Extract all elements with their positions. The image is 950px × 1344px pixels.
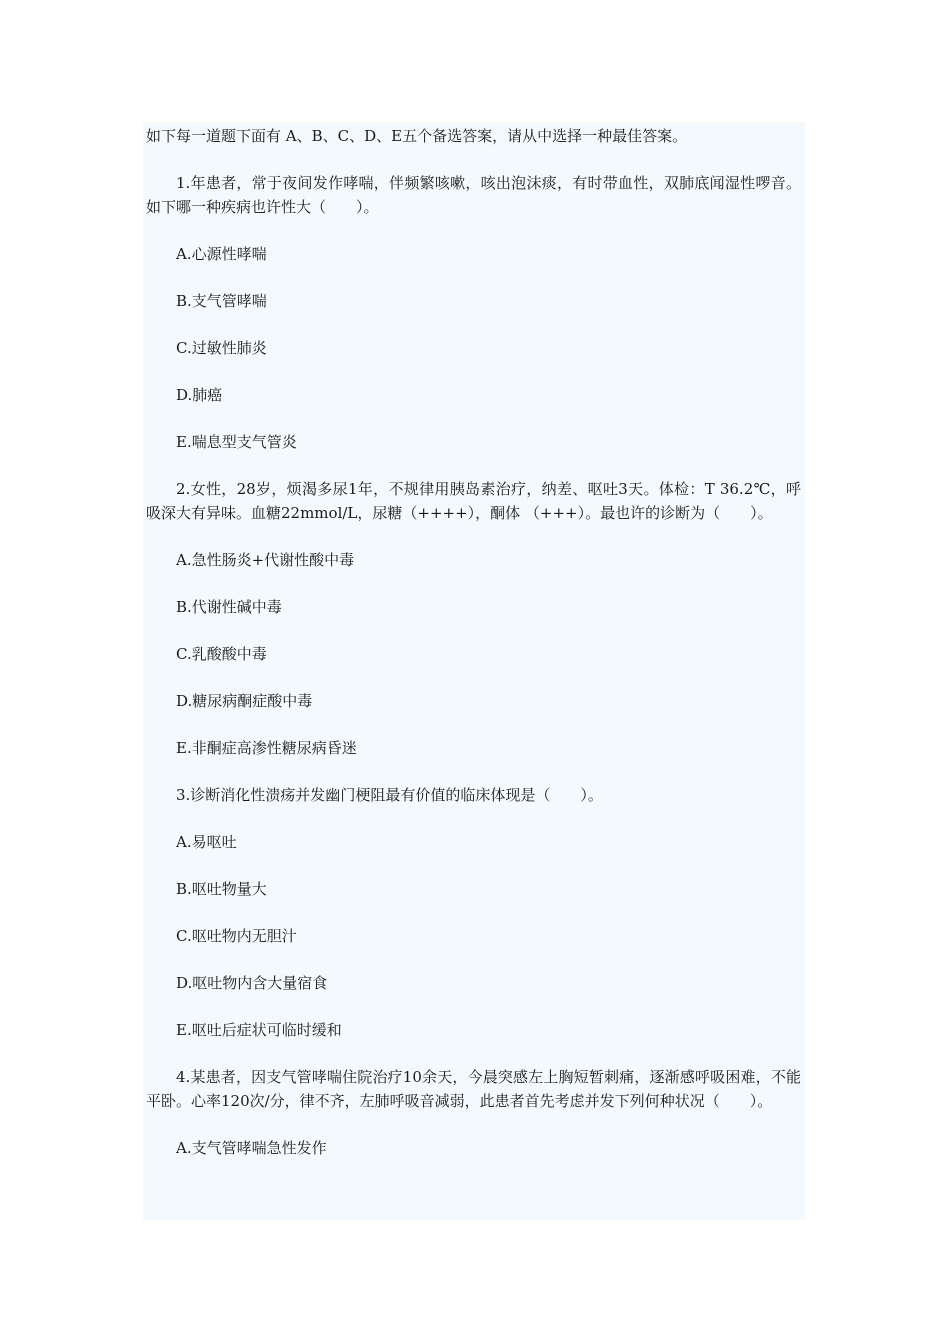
option-a: A.心源性哮喘 <box>176 245 267 263</box>
question-2 <box>146 477 801 760</box>
option-d: D.呕吐物内含大量宿食 <box>176 974 328 992</box>
question-3 <box>146 783 801 1042</box>
question-stem: 3.诊断消化性溃疡并发幽门梗阻最有价值的临床体现是（ ）。 <box>176 786 603 804</box>
option-a: A.支气管哮喘急性发作 <box>176 1139 327 1157</box>
question-stem: 1.年患者，常于夜间发作哮喘，伴频繁咳嗽，咳出泡沫痰，有时带血性，双肺底闻湿性啰音。如下哪一种疾病也许性大（ ）。 <box>146 174 801 216</box>
option-c: C.过敏性肺炎 <box>176 339 267 357</box>
option-e: E.喘息型支气管炎 <box>176 433 297 451</box>
option-a: A.急性肠炎+代谢性酸中毒 <box>176 551 355 569</box>
option-d: D.肺癌 <box>176 386 223 404</box>
option-e: E.非酮症高渗性糖尿病昏迷 <box>176 739 357 757</box>
question-stem: 4.某患者，因支气管哮喘住院治疗10余天，今晨突感左上胸短暂刺痛，逐渐感呼吸困难，不能平卧。心率120次/分，律不齐，左肺呼吸音减弱，此患者首先考虑并发下列何种状况（ ）。 <box>146 1068 801 1110</box>
option-b: B.代谢性碱中毒 <box>176 598 282 616</box>
option-d: D.糖尿病酮症酸中毒 <box>176 692 313 710</box>
question-stem: 2.女性，28岁，烦渴多尿1年，不规律用胰岛素治疗，纳差、呕吐3天。体检：T 36.2℃，呼吸深大有异味。血糖22mmol/L，尿糖（++++），酮体 （+++）。最也许的诊断为（ ）。 <box>146 480 801 522</box>
question-1 <box>146 171 801 454</box>
question-4 <box>146 1065 801 1160</box>
option-e: E.呕吐后症状可临时缓和 <box>176 1021 342 1039</box>
option-b: B.呕吐物量大 <box>176 880 267 898</box>
option-c: C.呕吐物内无胆汁 <box>176 927 297 945</box>
option-b: B.支气管哮喘 <box>176 292 267 310</box>
option-c: C.乳酸酸中毒 <box>176 645 267 663</box>
option-a: A.易呕吐 <box>176 833 237 851</box>
document-body <box>143 122 805 1220</box>
instructions: 如下每一道题下面有 A、B、C、D、E五个备选答案，请从中选择一种最佳答案。 <box>146 127 688 145</box>
